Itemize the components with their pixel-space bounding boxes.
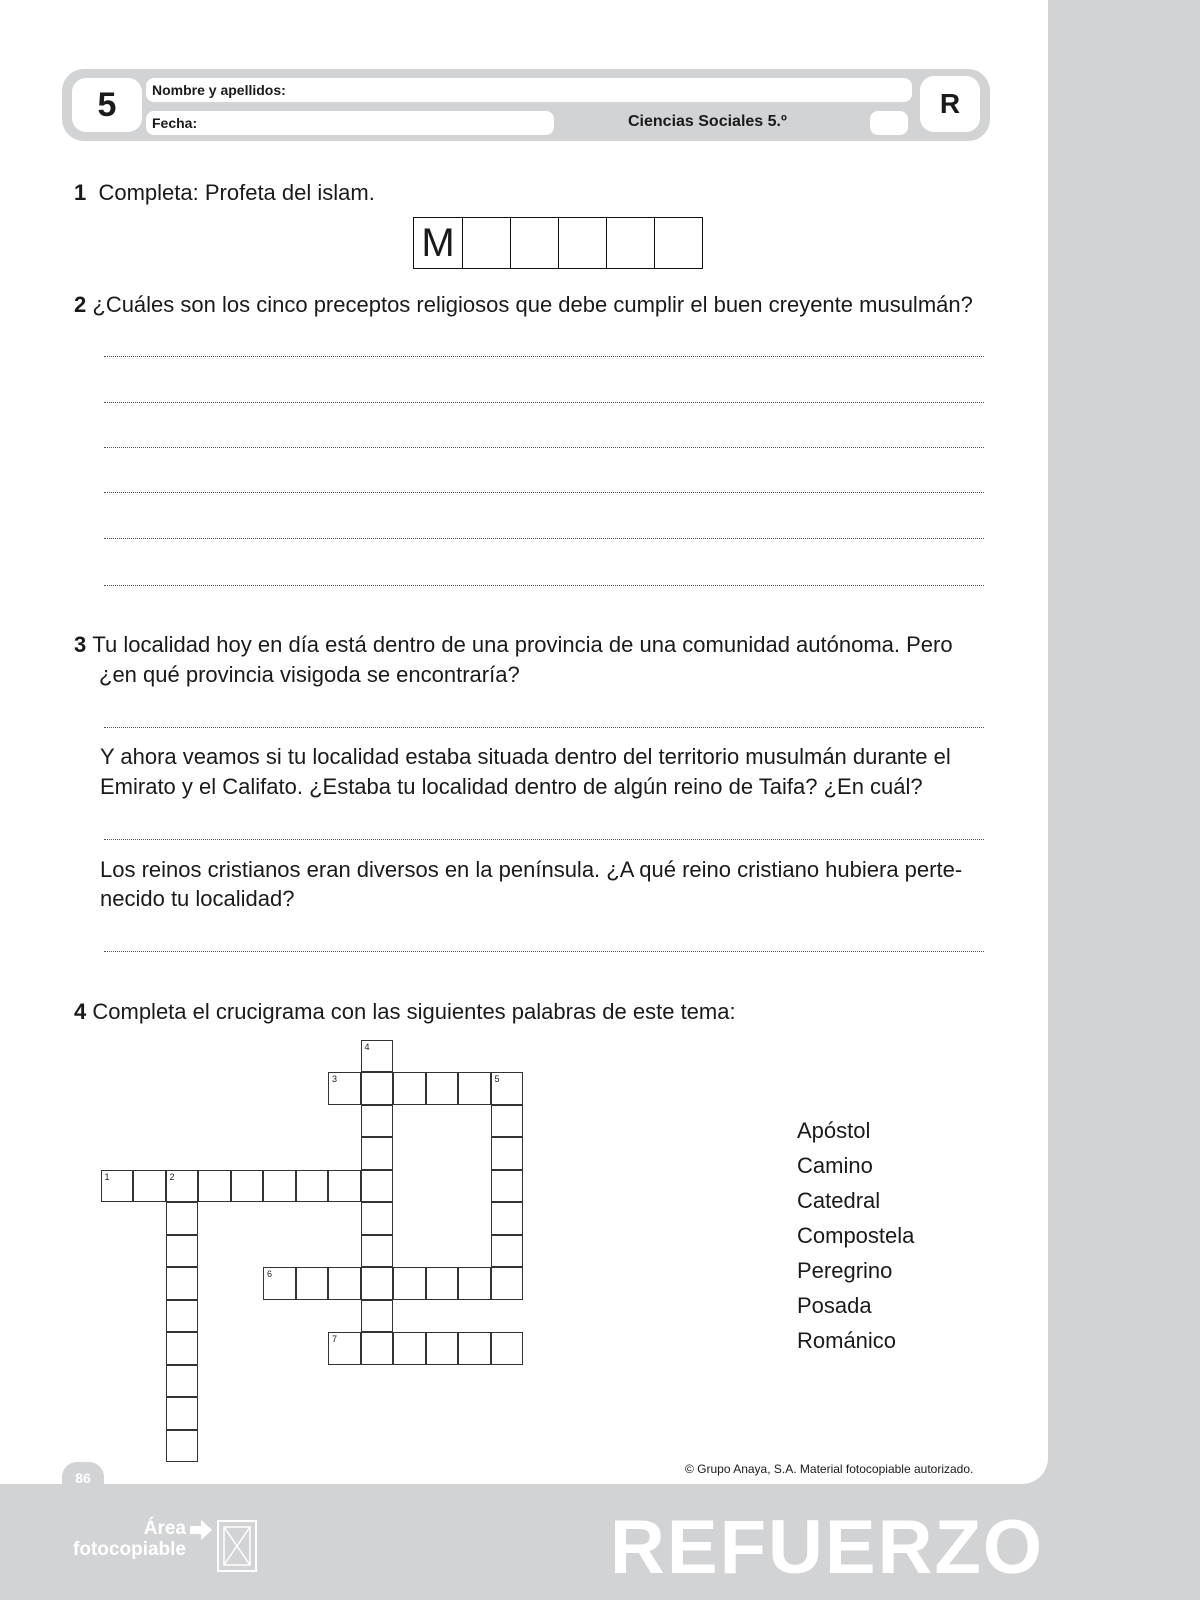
crossword-cell[interactable] bbox=[166, 1365, 199, 1398]
crossword-cell[interactable] bbox=[166, 1430, 199, 1463]
crossword-cell[interactable] bbox=[133, 1170, 166, 1203]
crossword-cell[interactable] bbox=[361, 1300, 394, 1333]
crossword-cell[interactable] bbox=[491, 1137, 524, 1170]
date-label: Fecha: bbox=[152, 115, 198, 131]
crossword-cell[interactable] bbox=[491, 1235, 524, 1268]
crossword-cell[interactable] bbox=[166, 1300, 199, 1333]
crossword-cell[interactable] bbox=[361, 1267, 394, 1300]
crossword-cell[interactable] bbox=[328, 1170, 361, 1203]
crossword-cell[interactable] bbox=[328, 1267, 361, 1300]
letter-box[interactable]: M bbox=[421, 220, 455, 265]
clue-number: 7 bbox=[332, 1334, 338, 1344]
name-label: Nombre y apellidos: bbox=[152, 82, 286, 98]
copyright-notice: © Grupo Anaya, S.A. Material fotocopiable autorizado. bbox=[685, 1462, 974, 1476]
photocopy-icon bbox=[215, 1518, 259, 1574]
crossword-cell[interactable] bbox=[361, 1332, 394, 1365]
crossword-cell[interactable] bbox=[426, 1332, 459, 1365]
area-label-line1: Área bbox=[143, 1518, 186, 1539]
crossword-cell[interactable] bbox=[393, 1332, 426, 1365]
crossword-cell[interactable] bbox=[458, 1267, 491, 1300]
letter-box[interactable] bbox=[462, 218, 510, 268]
area-fotocopiable-label bbox=[60, 1518, 186, 1560]
arrow-right-icon bbox=[190, 1520, 212, 1540]
crossword-cell[interactable] bbox=[263, 1267, 296, 1300]
answer-line[interactable] bbox=[104, 492, 984, 493]
crossword-cell[interactable] bbox=[393, 1267, 426, 1300]
crossword-cell[interactable] bbox=[328, 1072, 361, 1105]
question-3-part2-line1: Y ahora veamos si tu localidad estaba situada dentro del territorio musulmán durante el bbox=[100, 744, 951, 769]
crossword-cell[interactable] bbox=[426, 1267, 459, 1300]
crossword-cell[interactable] bbox=[361, 1105, 394, 1138]
clue-number: 4 bbox=[364, 1041, 370, 1052]
crossword-cell[interactable] bbox=[166, 1170, 199, 1203]
crossword-cell[interactable] bbox=[361, 1137, 394, 1170]
word-item: Camino bbox=[797, 1153, 873, 1178]
letter-box[interactable] bbox=[606, 218, 654, 268]
question-2-text: ¿Cuáles son los cinco preceptos religiosos que debe cumplir el buen creyente musulmán? bbox=[92, 292, 973, 317]
refuerzo-banner: REFUERZO bbox=[610, 1505, 1044, 1590]
crossword-cell[interactable] bbox=[361, 1235, 394, 1268]
word-item: Compostela bbox=[797, 1223, 915, 1248]
crossword-cell[interactable] bbox=[361, 1072, 394, 1105]
question-1 bbox=[74, 178, 375, 208]
crossword-cell[interactable] bbox=[393, 1072, 426, 1105]
crossword-cell[interactable] bbox=[361, 1170, 394, 1203]
grade-field[interactable] bbox=[870, 111, 908, 135]
crossword-cell[interactable] bbox=[166, 1267, 199, 1300]
question-2-number: 2 bbox=[74, 292, 87, 317]
crossword-cell[interactable] bbox=[166, 1332, 199, 1365]
question-3 bbox=[74, 630, 994, 660]
letter-box[interactable] bbox=[510, 218, 558, 268]
answer-line[interactable] bbox=[104, 447, 984, 448]
level-badge: R bbox=[920, 76, 980, 132]
header-bar bbox=[62, 69, 990, 141]
answer-line[interactable] bbox=[104, 402, 984, 403]
crossword-cell[interactable] bbox=[198, 1170, 231, 1203]
clue-number: 3 bbox=[332, 1074, 338, 1084]
answer-line[interactable] bbox=[104, 356, 984, 357]
crossword-cell[interactable] bbox=[426, 1072, 459, 1105]
question-3-part3-line1: Los reinos cristianos eran diversos en la península. ¿A qué reino cristiano hubiera perte- bbox=[100, 857, 963, 882]
clue-number: 1 bbox=[104, 1171, 110, 1182]
word-item: Peregrino bbox=[797, 1258, 893, 1283]
answer-line[interactable] bbox=[104, 951, 984, 952]
crossword-cell[interactable] bbox=[458, 1072, 491, 1105]
letter-box[interactable] bbox=[558, 218, 606, 268]
question-3-line2: ¿en qué provincia visigoda se encontraría? bbox=[99, 662, 520, 687]
answer-line[interactable] bbox=[104, 585, 984, 586]
crossword-cell[interactable] bbox=[263, 1170, 296, 1203]
crossword-cell[interactable] bbox=[231, 1170, 264, 1203]
crossword-cell[interactable] bbox=[296, 1170, 329, 1203]
crossword-cell[interactable] bbox=[491, 1332, 524, 1365]
crossword-cell[interactable] bbox=[491, 1072, 524, 1105]
crossword-cell[interactable] bbox=[491, 1170, 524, 1203]
crossword-cell[interactable] bbox=[491, 1267, 524, 1300]
answer-line[interactable] bbox=[104, 727, 984, 728]
crossword-cell[interactable] bbox=[296, 1267, 329, 1300]
clue-number: 5 bbox=[494, 1074, 500, 1084]
crossword-cell[interactable] bbox=[361, 1040, 394, 1073]
area-label-line2: fotocopiable bbox=[73, 1539, 186, 1560]
question-4-number: 4 bbox=[74, 999, 87, 1024]
question-4 bbox=[74, 997, 736, 1027]
clue-number: 6 bbox=[267, 1269, 273, 1279]
crossword-cell[interactable] bbox=[458, 1332, 491, 1365]
crossword-cell[interactable] bbox=[361, 1202, 394, 1235]
crossword-cell[interactable] bbox=[328, 1332, 361, 1365]
question-3-part3-line2: necido tu localidad? bbox=[100, 886, 295, 911]
crossword-cell[interactable] bbox=[491, 1202, 524, 1235]
question-3-number: 3 bbox=[74, 632, 87, 657]
question-3-line1: Tu localidad hoy en día está dentro de una provincia de una comunidad autónoma. Pero bbox=[92, 632, 953, 657]
date-field[interactable] bbox=[146, 111, 554, 135]
crossword-cell[interactable] bbox=[166, 1202, 199, 1235]
crossword-cell[interactable] bbox=[101, 1170, 134, 1203]
question-3-part2-line2: Emirato y el Califato. ¿Estaba tu localidad dentro de algún reino de Taifa? ¿En cuál? bbox=[100, 774, 923, 799]
word-item: Románico bbox=[797, 1328, 897, 1353]
answer-line[interactable] bbox=[104, 538, 984, 539]
word-item: Catedral bbox=[797, 1188, 881, 1213]
crossword-cell[interactable] bbox=[166, 1397, 199, 1430]
crossword-cell[interactable] bbox=[166, 1235, 199, 1268]
word-item: Apóstol bbox=[797, 1118, 871, 1143]
question-2 bbox=[74, 290, 973, 320]
answer-line[interactable] bbox=[104, 839, 984, 840]
prophet-answer-boxes bbox=[413, 217, 703, 269]
question-1-text: Completa: Profeta del islam. bbox=[98, 180, 375, 205]
question-1-number: 1 bbox=[74, 180, 87, 205]
name-field[interactable] bbox=[146, 78, 912, 102]
unit-number: 5 bbox=[72, 78, 142, 132]
word-item: Posada bbox=[797, 1293, 872, 1318]
crossword-cell[interactable] bbox=[491, 1105, 524, 1138]
subject-label: Ciencias Sociales 5.º bbox=[628, 113, 787, 130]
question-4-text: Completa el crucigrama con las siguientes palabras de este tema: bbox=[92, 999, 736, 1024]
letter-box[interactable] bbox=[654, 218, 702, 268]
clue-number: 2 bbox=[169, 1171, 175, 1182]
page-number: 86 bbox=[62, 1462, 104, 1492]
